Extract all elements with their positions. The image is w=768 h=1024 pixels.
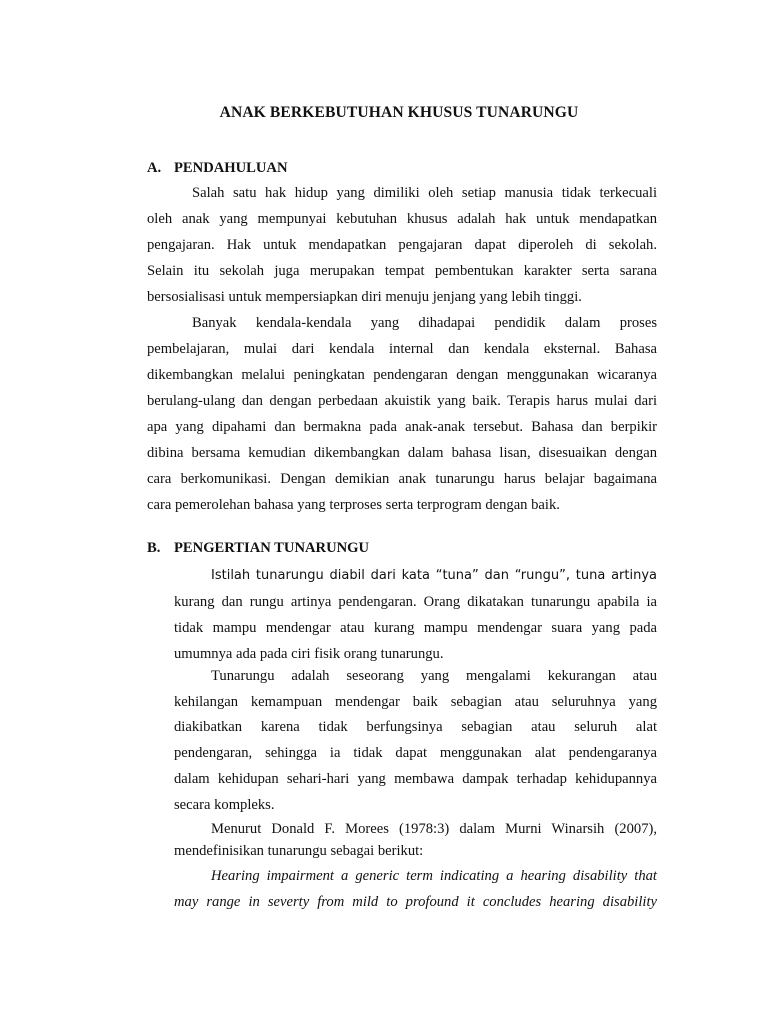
paragraph-line: pendengaran, sehingga ia tidak dapat menggunakan alat pendengaranya: [174, 745, 657, 761]
quote-line: Hearing impairment a generic term indicating a hearing disability that: [211, 868, 657, 884]
section-a-title: PENDAHULUAN: [174, 160, 288, 176]
quote-line: may range in severty from mild to profound it concludes hearing disability: [174, 894, 657, 910]
paragraph-line: pembelajaran, mulai dari kendala internal dan kendala eksternal. Bahasa: [147, 341, 657, 357]
paragraph-line: kehilangan kemampuan mendengar baik sebagian atau seluruhnya yang: [174, 694, 657, 710]
paragraph-line: pengajaran. Hak untuk mendapatkan pengajaran dapat diperoleh di sekolah.: [147, 237, 657, 253]
paragraph-line: tidak mampu mendengar atau kurang mampu mendengar suara yang pada: [174, 620, 657, 636]
paragraph-line: Istilah tunarungu diabil dari kata “tuna” dan “rungu”, tuna artinya: [211, 568, 657, 583]
paragraph-line: diakibatkan karena tidak berfungsinya sebagian atau seluruh alat: [174, 719, 657, 735]
paragraph-line: secara kompleks.: [174, 797, 275, 813]
section-a-number: A.: [147, 160, 162, 176]
paragraph-line: Banyak kendala-kendala yang dihadapai pendidik dalam proses: [192, 315, 657, 331]
paragraph-line: dikembangkan melalui peningkatan pendengaran dengan menggunakan wicaranya: [147, 367, 657, 383]
paragraph-line: dibina bersama kemudian dikembangkan dalam bahasa lisan, disesuaikan dengan: [147, 445, 657, 461]
section-b-title: PENGERTIAN TUNARUNGU: [174, 540, 370, 556]
paragraph-line: bersosialisasi untuk mempersiapkan diri menuju jenjang yang lebih tinggi.: [147, 289, 582, 305]
paragraph-line: apa yang dipahami dan bermakna pada anak-anak tersebut. Bahasa dan berpikir: [147, 419, 657, 435]
paragraph-line: Menurut Donald F. Morees (1978:3) dalam Murni Winarsih (2007),: [211, 821, 657, 837]
paragraph-line: dalam kehidupan sehari-hari yang membawa dampak terhadap kehidupannya: [174, 771, 657, 787]
paragraph-line: cara pemerolehan bahasa yang terproses serta terprogram dengan baik.: [147, 497, 560, 513]
paragraph-line: cara berkomunikasi. Dengan demikian anak tunarungu harus belajar bagaimana: [147, 471, 657, 487]
page-title: ANAK BERKEBUTUHAN KHUSUS TUNARUNGU: [219, 104, 579, 121]
paragraph-line: mendefinisikan tunarungu sebagai berikut:: [174, 843, 424, 859]
section-b-heading: [147, 540, 369, 557]
section-a-heading: [147, 160, 288, 177]
paragraph-line: berulang-ulang dan dengan perbedaan akuistik yang baik. Terapis harus mulai dari: [147, 393, 657, 409]
paragraph-line: Tunarungu adalah seseorang yang mengalami kekurangan atau: [211, 668, 657, 684]
section-b-number: B.: [147, 540, 161, 556]
paragraph-line: kurang dan rungu artinya pendengaran. Orang dikatakan tunarungu apabila ia: [174, 594, 657, 610]
paragraph-line: umumnya ada pada ciri fisik orang tunarungu.: [174, 646, 444, 662]
paragraph-line: Selain itu sekolah juga merupakan tempat pembentukan karakter serta sarana: [147, 263, 657, 279]
paragraph-line: Salah satu hak hidup yang dimiliki oleh setiap manusia tidak terkecuali: [192, 185, 657, 201]
paragraph-line: oleh anak yang mempunyai kebutuhan khusus adalah hak untuk mendapatkan: [147, 211, 657, 227]
